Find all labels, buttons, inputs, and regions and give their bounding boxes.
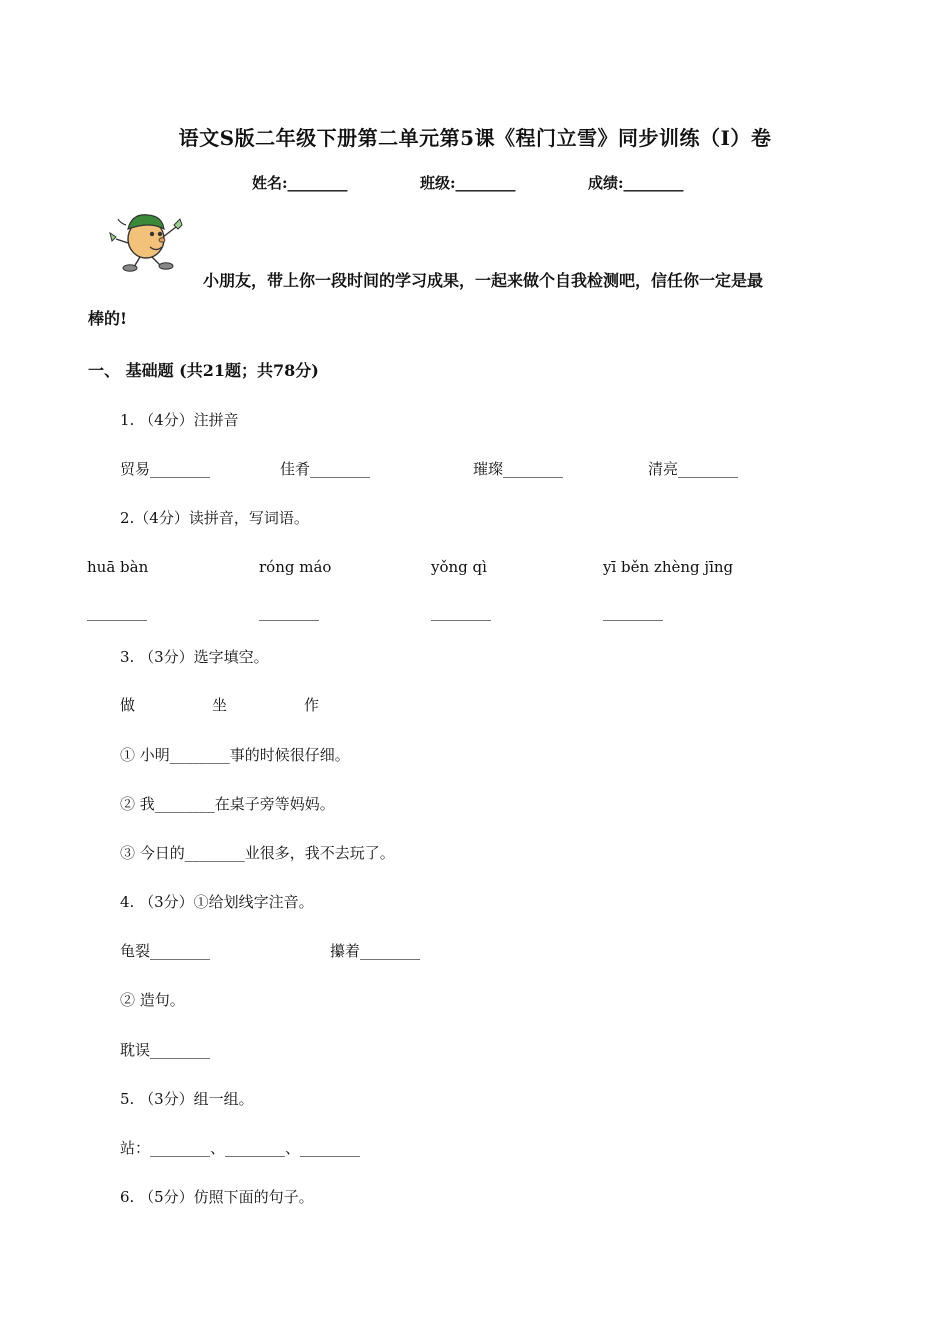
question-5-title: 5. （3分）组一组。 bbox=[120, 1090, 254, 1108]
q2-pinyin-1: huā bàn bbox=[87, 558, 149, 576]
q4-item-2: 攥着________ bbox=[330, 942, 421, 960]
q4-item-1: 龟裂________ bbox=[120, 942, 211, 960]
q1-item-1: 贸易________ bbox=[120, 460, 211, 478]
q4-sentence: 耽误________ bbox=[120, 1041, 211, 1059]
q2-pinyin-4: yī běn zhèng jīng bbox=[603, 558, 734, 576]
q2-blank-3: ________ bbox=[431, 603, 491, 621]
q1-item-4: 清亮________ bbox=[648, 460, 739, 478]
q3-option-1: 做 bbox=[120, 696, 136, 714]
q2-blank-1: ________ bbox=[87, 603, 147, 621]
section-heading: 一、 基础题 (共21题；共78分) bbox=[88, 361, 319, 380]
question-3-title: 3. （3分）选字填空。 bbox=[120, 648, 269, 666]
question-1-title: 1. （4分）注拼音 bbox=[120, 411, 239, 429]
q3-line-1: ① 小明________事的时候很仔细。 bbox=[120, 746, 350, 764]
q3-option-3: 作 bbox=[304, 696, 320, 714]
q4-part-2: ② 造句。 bbox=[120, 991, 185, 1009]
question-4-title: 4. （3分）①给划线字注音。 bbox=[120, 893, 314, 911]
question-6-title: 6. （5分）仿照下面的句子。 bbox=[120, 1188, 314, 1206]
q1-item-2: 佳肴________ bbox=[280, 460, 371, 478]
class-field: 班级:________ bbox=[420, 174, 516, 192]
question-2-title: 2.（4分）读拼音，写词语。 bbox=[120, 509, 309, 527]
name-field: 姓名:________ bbox=[252, 174, 348, 192]
q3-line-3: ③ 今日的________业很多，我不去玩了。 bbox=[120, 844, 395, 862]
q1-item-3: 璀璨________ bbox=[473, 460, 564, 478]
score-field: 成绩:________ bbox=[588, 174, 684, 192]
q3-line-2: ② 我________在桌子旁等妈妈。 bbox=[120, 795, 335, 813]
intro-line-2: 棒的! bbox=[88, 309, 128, 328]
q2-pinyin-3: yǒng qì bbox=[431, 558, 487, 576]
intro-line-1: 小朋友，带上你一段时间的学习成果，一起来做个自我检测吧，信任你一定是最 bbox=[203, 271, 764, 290]
q5-line: 站：________、________、________ bbox=[120, 1139, 361, 1157]
q2-blank-4: ________ bbox=[603, 603, 663, 621]
q2-blank-2: ________ bbox=[259, 603, 319, 621]
q2-pinyin-2: róng máo bbox=[259, 558, 332, 576]
q3-option-2: 坐 bbox=[212, 696, 228, 714]
page-title: 语文S版二年级下册第二单元第5课《程门立雪》同步训练（I）卷 bbox=[178, 126, 772, 150]
cartoon-boy-icon bbox=[106, 203, 190, 273]
